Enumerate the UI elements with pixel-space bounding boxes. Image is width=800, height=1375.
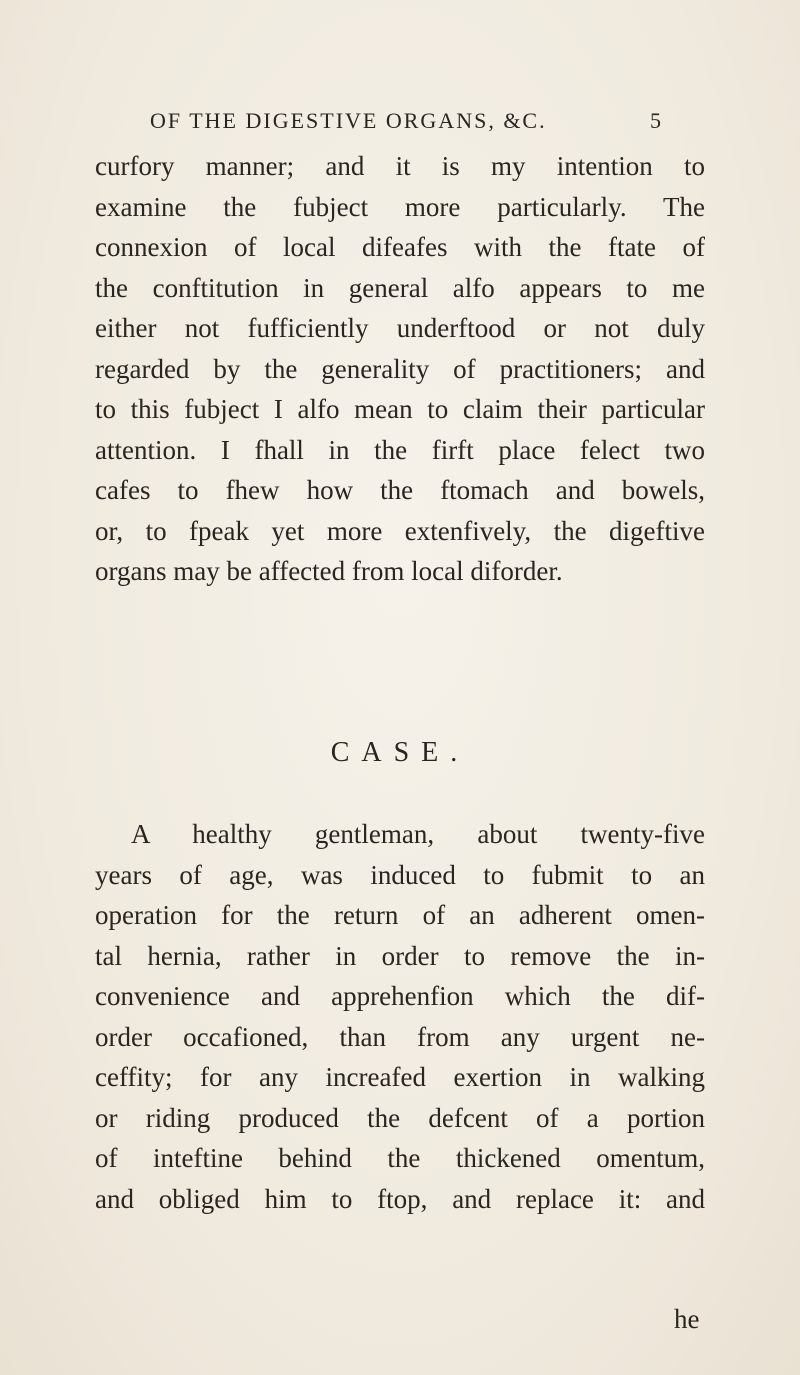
paragraph-intro — [95, 146, 705, 592]
text-line: ceffity; for any increafed exertion in walking — [95, 1062, 705, 1092]
text-line: of inteftine behind the thickened omentum, — [95, 1143, 705, 1173]
text-line: order occafioned, than from any urgent ne- — [95, 1021, 705, 1052]
text-line: the conftitution in general alfo appears to me — [95, 272, 705, 303]
running-head: OF THE DIGESTIVE ORGANS, &C. — [150, 108, 547, 133]
text-line: attention. I fhall in the firft place felect two — [95, 434, 705, 465]
text-line: A healthy gentleman, about twenty-five — [131, 819, 705, 849]
text-line: to this fubject I alfo mean to claim their particular — [95, 394, 705, 424]
page-number: 5 — [650, 108, 661, 133]
text-line: convenience and apprehenfion which the dif- — [95, 981, 705, 1011]
text-line: curfory manner; and it is my intention to — [95, 151, 705, 181]
text-line: cafes to fhew how the ftomach and bowels, — [95, 475, 705, 505]
text-line: connexion of local difeafes with the ftate of — [95, 232, 705, 262]
text-line: operation for the return of an adherent omen- — [95, 900, 705, 930]
text-line: or riding produced the defcent of a portion — [95, 1102, 705, 1133]
text-line: examine the fubject more particularly. The — [95, 191, 705, 222]
text-line: either not fufficiently underftood or not duly — [95, 313, 705, 343]
text-line: and obliged him to ftop, and replace it: and — [95, 1183, 705, 1214]
catchword: he — [674, 1304, 700, 1334]
text-line: years of age, was induced to fubmit to an — [95, 859, 705, 890]
text-line: organs may be affected from local diforder. — [95, 556, 563, 586]
paragraph-case — [95, 814, 705, 1219]
text-line: or, to fpeak yet more extenfively, the digeftive — [95, 515, 705, 546]
section-heading: CASE. — [330, 737, 470, 768]
text-line: regarded by the generality of practitioners; and — [95, 353, 705, 384]
text-line: tal hernia, rather in order to remove the in- — [95, 940, 705, 971]
